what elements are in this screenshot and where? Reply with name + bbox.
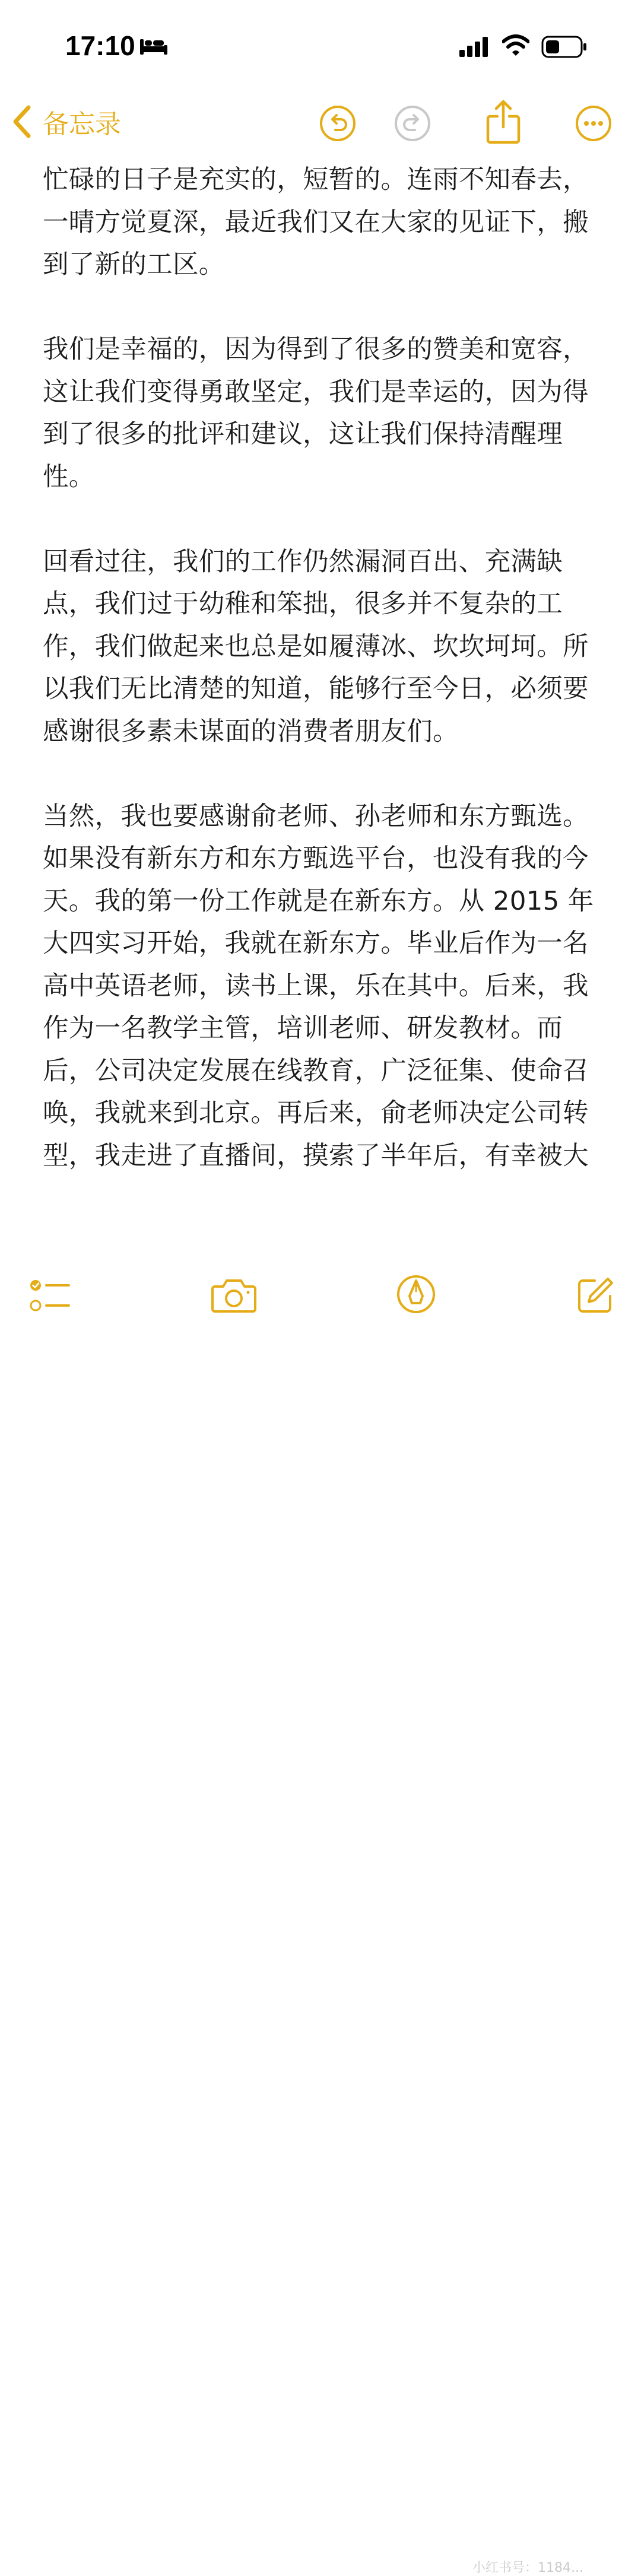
- battery-icon: [541, 36, 588, 58]
- redo-icon[interactable]: [394, 104, 431, 142]
- note-paragraph[interactable]: 我们是幸福的，因为得到了很多的赞美和宽容，这让我们变得勇敢坚定，我们是幸运的，因为得到了很多的批评和建议，这让我们保持清醒理性。: [43, 335, 589, 492]
- navigation-bar: [0, 89, 641, 160]
- status-time: 17:10: [65, 30, 135, 61]
- status-bar: [0, 0, 641, 89]
- markup-pen-icon[interactable]: [396, 1275, 436, 1314]
- back-button[interactable]: [12, 101, 121, 142]
- bottom-toolbar: [0, 1264, 641, 2575]
- compose-icon[interactable]: [577, 1277, 614, 1314]
- note-body[interactable]: [43, 159, 601, 1177]
- undo-icon[interactable]: [319, 104, 357, 142]
- note-paragraph[interactable]: 回看过往，我们的工作仍然漏洞百出、充满缺点，我们过于幼稚和笨拙，很多并不复杂的工作，我们做起来也总是如履薄冰、坎坎坷坷。所以我们无比清楚的知道，能够行至今日，必须要感谢很多素未谋面的消费者朋友们。: [43, 547, 589, 747]
- camera-icon[interactable]: [211, 1277, 256, 1314]
- checklist-icon[interactable]: [30, 1277, 71, 1314]
- cellular-signal-icon: [459, 37, 489, 57]
- back-label: 备忘录: [43, 109, 121, 139]
- share-icon[interactable]: [485, 100, 521, 145]
- wifi-icon: [502, 34, 529, 57]
- chevron-left-icon: [12, 104, 32, 139]
- bed-icon: [140, 37, 167, 56]
- more-icon[interactable]: [575, 104, 613, 142]
- note-paragraph[interactable]: 当然，我也要感谢俞老师、孙老师和东方甄选。如果没有新东方和东方甄选平台，也没有我的今天。我的第一份工作就是在新东方。从 2015 年大四实习开始，我就在新东方。毕业后作为一名高中英语老师，读书上课，乐在其中。后来，我作为一名教学主管，培训老师、研发教材。而后，公司决定发展在线教育，广泛征集、使命召唤，我就来到北京。再后来，俞老师决定公司转型，我走进了直播间，摸索了半年后，有幸被大: [43, 801, 594, 1171]
- note-paragraph[interactable]: 忙碌的日子是充实的，短暂的。连雨不知春去，一晴方觉夏深，最近我们又在大家的见证下，搬到了新的工区。: [43, 165, 589, 279]
- watermark-text: 小红书号：1184...: [472, 2561, 583, 2575]
